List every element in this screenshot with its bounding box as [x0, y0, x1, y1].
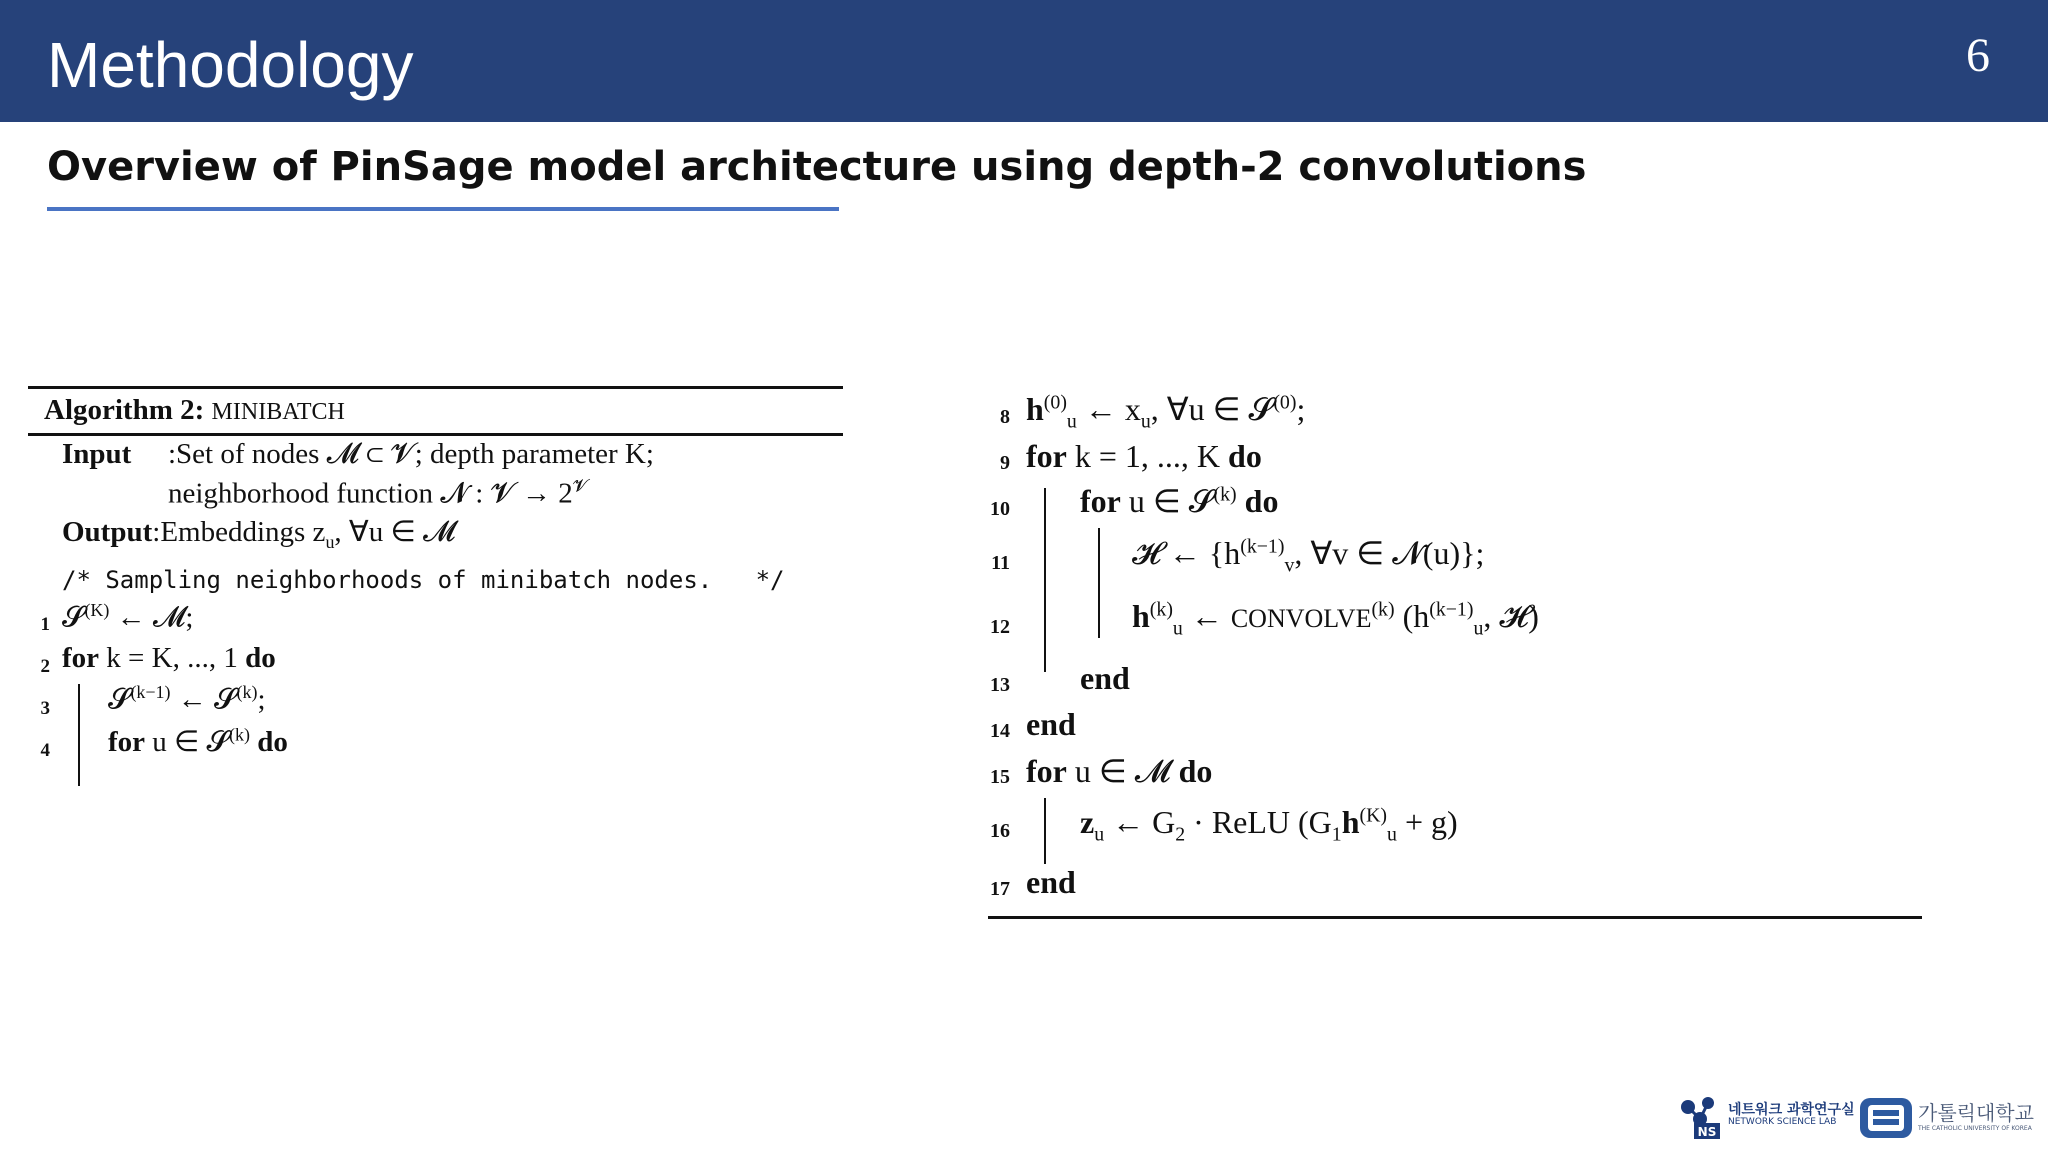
catholic-university-logo — [1858, 1095, 2038, 1141]
line-number: 13 — [990, 674, 1010, 696]
code-line-10: for u ∈ 𝓢$^{(k)}$ do — [1080, 483, 1279, 519]
algorithm-right-figure — [980, 380, 1930, 940]
ns-logo-english: NETWORK SCIENCE LAB — [1728, 1117, 1837, 1127]
line-number: 8 — [1000, 406, 1010, 428]
line-number: 9 — [1000, 452, 1010, 474]
code-line-12: $h^{(k)}_u$ ← CONVOLVE$^{(k)}$ ($h^{(k-1)}_u$, 𝓗) — [1132, 598, 1539, 640]
bottom-rule — [988, 916, 1922, 919]
code-line-16: $z_u$ ← $G_2$ · ReLU $(G_1h^{(K)}_u + g)$ — [1080, 804, 1458, 846]
cuk-logo-korean: 가톨릭대학교 — [1918, 1101, 2034, 1125]
code-line-11: 𝓗 ← {$h^{(k-1)}_v$, ∀v ∈ 𝓝(u)}; — [1132, 535, 1485, 577]
top-rule — [28, 386, 843, 389]
code-line-9: for k = 1, ..., K do — [1026, 438, 1262, 474]
algorithm-left-figure — [28, 386, 843, 786]
header-rule — [28, 433, 843, 436]
title-bar — [0, 0, 2048, 122]
slide-title: Methodology — [47, 29, 414, 101]
code-line-3: 𝓢$^{(k-1)}$ ← 𝓢$^{(k)}$; — [108, 682, 266, 716]
slide-subtitle: Overview of PinSage model architecture using depth-2 convolutions — [47, 144, 1587, 190]
code-line-8: $h^{(0)}_u$ ← $x_u$, ∀u ∈ 𝓢$^{(0)}$; — [1026, 391, 1306, 433]
ns-logo-icon — [1676, 1095, 1724, 1141]
svg-text:NS: NS — [1697, 1125, 1717, 1139]
line-number: 16 — [990, 820, 1010, 842]
indent-bar-loop — [1044, 798, 1046, 864]
page-number: 6 — [1966, 29, 1990, 82]
line-number: 15 — [990, 766, 1010, 788]
line-number: 17 — [990, 878, 1010, 900]
algorithm-title: Algorithm 2: MINIBATCH — [44, 394, 345, 426]
input-line-1: Input :Set of nodes 𝓜 ⊂ 𝓥; depth parameter K; — [62, 438, 654, 470]
subtitle-underline — [47, 207, 839, 211]
code-line-14: end — [1026, 706, 1076, 742]
code-line-1: 𝓢$^{(K)}$ ← 𝓜; — [62, 600, 194, 634]
code-line-2: for k = K, ..., 1 do — [62, 642, 276, 674]
output-line: Output:Embeddings $z_u$, ∀u ∈ 𝓜 — [62, 516, 456, 552]
indent-bar-outer — [1044, 488, 1046, 672]
line-number: 3 — [40, 698, 50, 719]
code-line-17: end — [1026, 864, 1076, 900]
line-number: 12 — [990, 616, 1010, 638]
line-number: 1 — [40, 614, 50, 635]
cuk-logo-english: THE CATHOLIC UNIVERSITY OF KOREA — [1918, 1125, 2032, 1132]
line-number: 11 — [991, 552, 1010, 574]
algorithm-comment: /* Sampling neighborhoods of minibatch nodes. */ — [62, 566, 785, 594]
code-line-13: end — [1080, 660, 1130, 696]
line-number: 2 — [40, 656, 50, 677]
cuk-emblem-icon — [1858, 1095, 1914, 1141]
line-number: 10 — [990, 498, 1010, 520]
network-science-lab-logo — [1676, 1095, 1855, 1141]
indent-bar-inner — [1098, 528, 1100, 638]
ns-logo-korean: 네트워크 과학연구실 — [1728, 1102, 1855, 1118]
line-number: 4 — [40, 740, 50, 761]
input-line-2: neighborhood function 𝓝 : 𝓥 → $2^𝓥$ — [168, 476, 588, 510]
code-line-15: for u ∈ 𝓜 do — [1026, 753, 1213, 789]
line-number: 14 — [990, 720, 1010, 742]
code-line-4: for u ∈ 𝓢$^{(k)}$ do — [108, 724, 288, 758]
indent-bar — [78, 684, 80, 786]
